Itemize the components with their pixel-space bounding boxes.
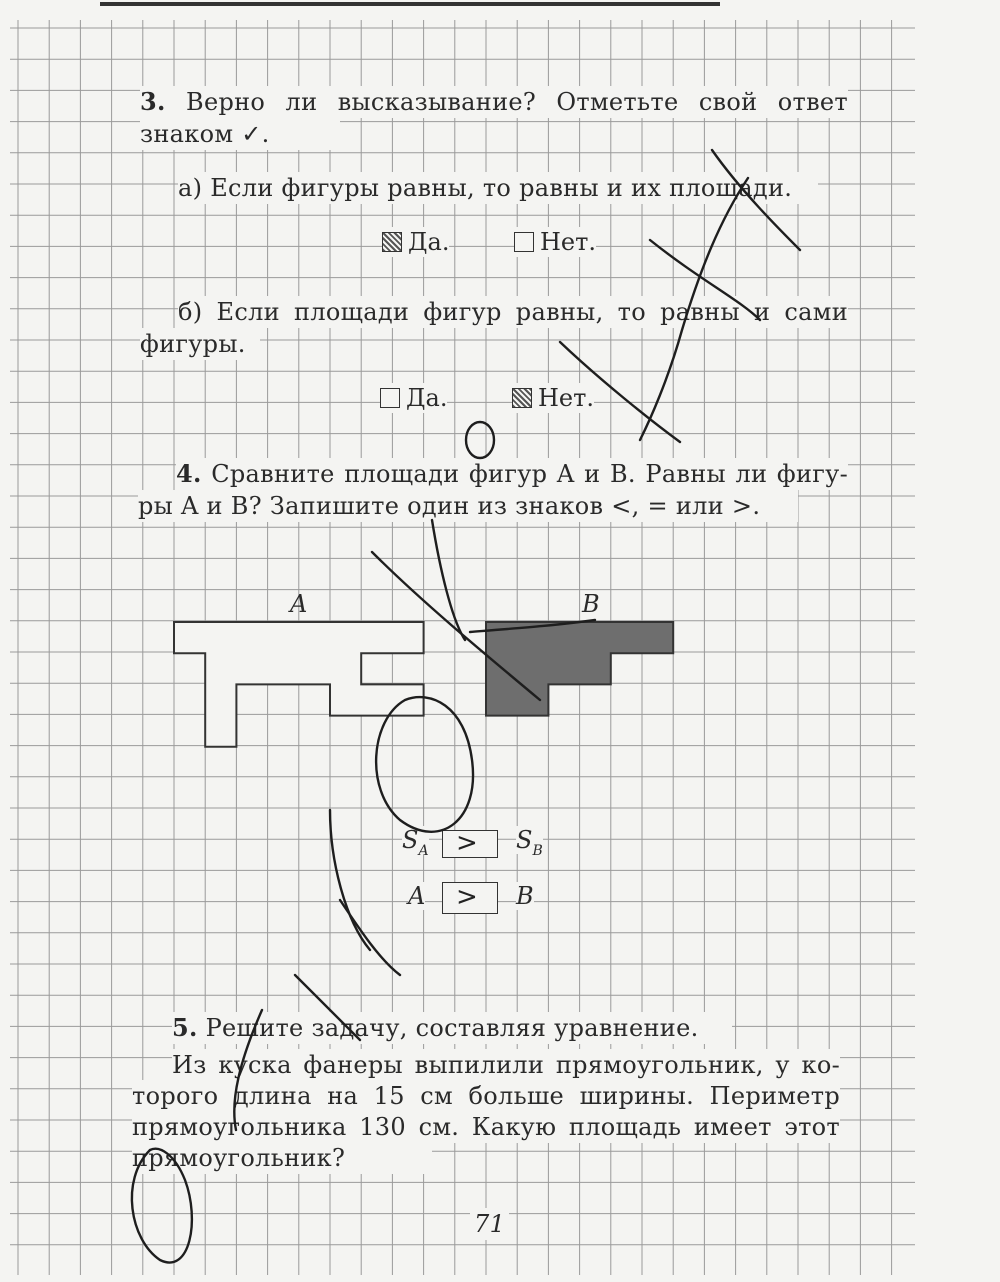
task5-line4: прямоугольник? <box>132 1142 432 1174</box>
checkbox-icon[interactable] <box>380 388 400 408</box>
task5-title: 5. Решите задачу, составляя уравнение. <box>172 1012 732 1044</box>
checkbox-icon[interactable] <box>382 232 402 252</box>
checkbox-icon[interactable] <box>512 388 532 408</box>
task5-line2: торого длина на 15 см больше ширины. Периметр <box>132 1082 840 1110</box>
task3-question-line2: знаком ✓. <box>140 118 340 150</box>
task4-number: 4. <box>176 459 202 488</box>
task3b-option-no[interactable]: Нет. <box>512 383 594 413</box>
figure-a-label: A <box>290 590 308 618</box>
compare-row2-answer: > <box>456 882 478 912</box>
task4-question-line2: ры A и B? Запишите один из знаков <, = или >. <box>138 490 798 522</box>
compare-row2-left: A <box>408 882 426 910</box>
header-rule <box>100 2 720 6</box>
task4-question-line1 <box>176 458 848 490</box>
task3b-statement-line2: фигуры. <box>140 328 260 360</box>
task4-question-text1: Сравните площади фигур A и B. Равны ли фигу- <box>211 460 848 488</box>
compare-row2-right: B <box>516 882 534 910</box>
task5-line1: Из куска фанеры выпилили прямоугольник, у ко- <box>172 1051 840 1079</box>
page-number: 71 <box>470 1208 509 1240</box>
task3b-statement-line1: б) Если площади фигур равны, то равны и сами <box>178 298 848 326</box>
checkbox-icon[interactable] <box>514 232 534 252</box>
compare-row1-right: $S_B$ <box>516 826 543 859</box>
task3a-statement: а) Если фигуры равны, то равны и их площади. <box>178 172 818 204</box>
figure-b-label: B <box>582 590 600 618</box>
task5-number: 5. <box>172 1013 198 1042</box>
compare-row1-answer: > <box>456 828 478 858</box>
task3a-option-no[interactable]: Нет. <box>514 227 596 257</box>
task3b-option-yes[interactable]: Да. <box>380 383 447 413</box>
task3-question-part1: Верно ли высказывание? Отметьте свой ответ <box>186 88 848 116</box>
task3-number: 3. <box>140 87 166 116</box>
task5-line3: прямоугольника 130 см. Какую площадь имеет этот <box>132 1113 840 1141</box>
task3a-option-yes[interactable]: Да. <box>382 227 449 257</box>
compare-row1-left: $S_A$ <box>402 826 429 859</box>
task3-question-line1 <box>140 86 848 118</box>
